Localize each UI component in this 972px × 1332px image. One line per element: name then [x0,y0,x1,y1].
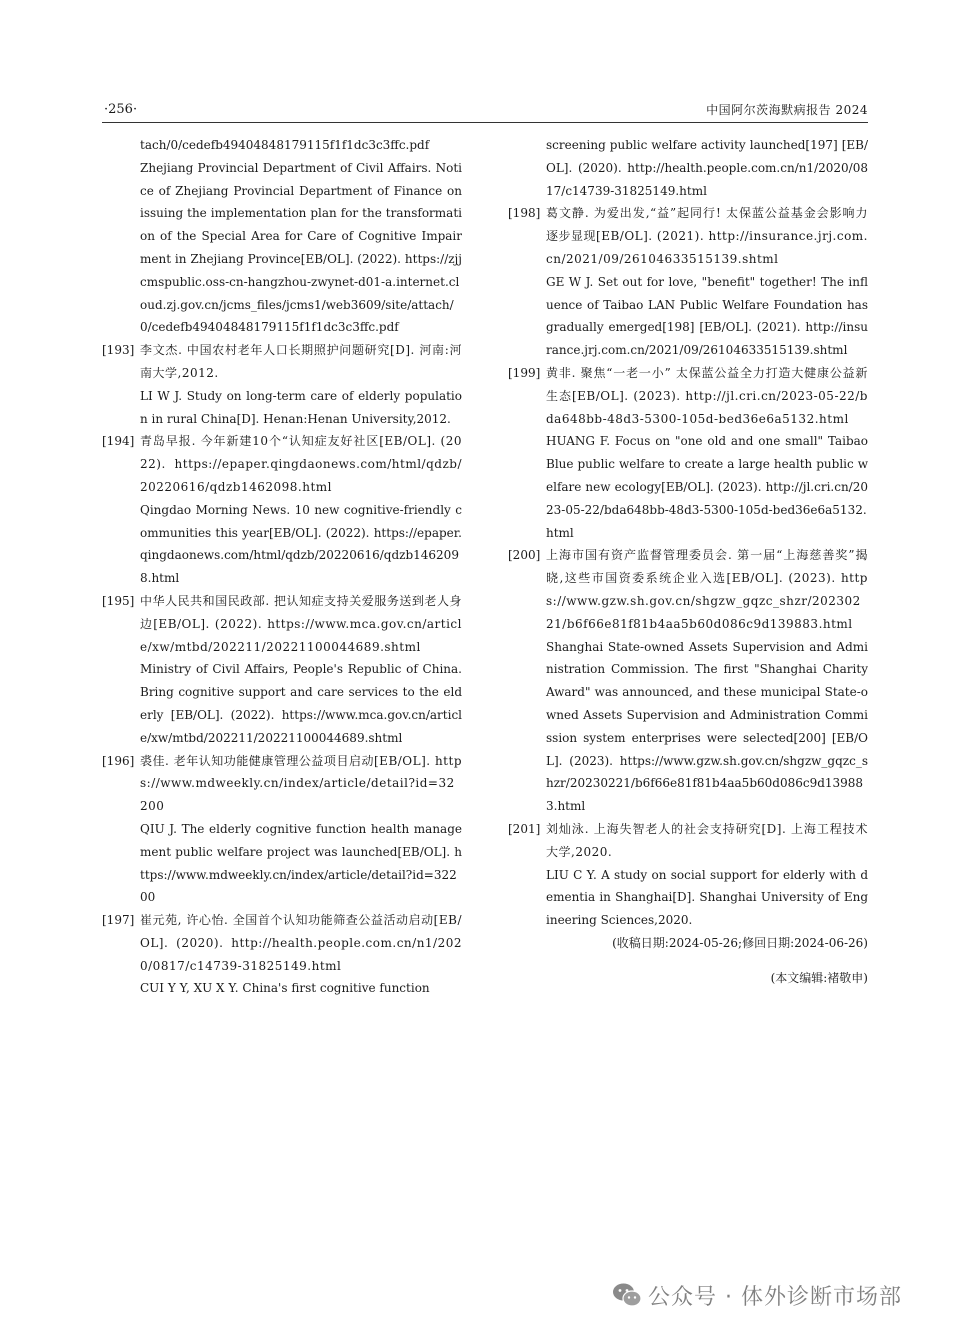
reference-text-en: Ministry of Civil Affairs, People's Republic of China. Bring cognitive support and care services to the elderly [EB/OL]. (2022). https://www.mca.gov.cn/article/xw/mtbd/202211/20221100044689.shtml [140,662,462,745]
reference-number: [195] [102,593,135,608]
reference-continuation-en: Zhejiang Provincial Department of Civil Affairs. Notice of Zhejiang Provincial Department of Finance on issuing the implementation plan for the transformation of the Special Area for Care of Cognitive Impairment in Zhejiang Province[EB/OL]. (2022). https://zjjcmspublic.oss-cn-hangzhou-zwynet-d01-a.internet.cloud.zj.gov.cn/jcms_files/jcms1/web3609/site/attach/0/cedefb49404848179115f1f1dc3c3ffc.pdf [140,160,462,335]
reference-item [508,202,868,362]
reference-item [102,339,462,430]
reference-item [102,430,462,590]
reference-text-zh: 裘佳. 老年认知功能健康管理公益项目启动[EB/OL]. https://www.mdweekly.cn/index/article/detail?id=32200 [140,753,462,814]
reference-number: [197] [102,913,135,928]
watermark-text: 公众号 · 体外诊断市场部 [648,1284,902,1310]
reference-continuation-en: screening public welfare activity launched[197] [EB/OL]. (2020). http://health.people.com.cn/n1/2020/0817/c14739-31825149.html [546,138,868,198]
reference-number: [194] [102,434,135,449]
reference-item [102,909,462,1000]
page-number: ·256· [104,102,138,117]
article-editor: (本文编辑:褚敬申) [770,970,868,985]
reference-number: [199] [508,365,541,380]
reference-text-zh: 刘灿泳. 上海失智老人的社会支持研究[D]. 上海工程技术大学,2020. [546,821,868,859]
wechat-icon [612,1282,642,1308]
journal-title: 中国阿尔茨海默病报告 2024 [706,103,868,117]
reference-item [102,590,462,750]
reference-text-en: HUANG F. Focus on "one old and one small" Taibao Blue public welfare to create a large health public welfare new ecology[EB/OL]. (2023). http://jl.cri.cn/2023-05-22/bda648bb-48d3-5300-105d-bed36e6a5132.html [546,434,868,540]
reference-text-en: LI W J. Study on long-term care of elderly population in rural China[D]. Henan:Henan University,2012. [140,388,462,426]
right-column [508,134,868,1001]
reference-number: [201] [508,821,541,836]
received-revised-dates: (收稿日期:2024-05-26;修回日期:2024-06-26) [612,935,868,950]
reference-text-zh: 李文杰. 中国农村老年人口长期照护问题研究[D]. 河南:河南大学,2012. [140,343,462,380]
reference-number: [193] [102,343,135,358]
reference-continuation: tach/0/cedefb49404848179115f1f1dc3c3ffc.pdf [140,138,430,152]
reference-text-en: CUI Y Y, XU X Y. China's first cognitive function [140,981,430,996]
reference-item [508,544,868,818]
reference-number: [196] [102,753,135,768]
reference-text-en: LIU C Y. A study on social support for elderly with dementia in Shanghai[D]. Shanghai University of Engineering Sciences,2020. [546,867,868,928]
reference-item [508,362,868,544]
reference-text-zh: 上海市国有资产监督管理委员会. 第一届“上海慈善奖”揭晓,这些市国资委系统企业入选[EB/OL]. (2023). https://www.gzw.sh.gov.cn/shgzw_gqzc_shzr/20230221/b6f66e81f81b4aa5b60d086c9d139883.html [546,548,868,631]
page-header [102,100,868,123]
reference-item [508,818,868,932]
reference-text-en: QIU J. The elderly cognitive function health management public welfare project was launched[EB/OL]. https://www.mdweekly.cn/index/article/detail?id=32200 [140,821,462,905]
reference-item [102,750,462,910]
reference-text-zh: 中华人民共和国民政部. 把认知症支持关爱服务送到老人身边[EB/OL]. (2022). https://www.mca.gov.cn/article/xw/mtbd/202211/20221100044689.shtml [140,593,462,654]
reference-text-en: Qingdao Morning News. 10 new cognitive-friendly communities this year[EB/OL]. (2022). https://epaper.qingdaonews.com/html/qdzb/20220616/qdzb1462098.html [140,502,462,586]
reference-text-zh: 葛文静. 为爱出发,“益”起同行! 太保蓝公益基金会影响力逐步显现[EB/OL]. (2021). http://insurance.jrj.com.cn/2021/09/26104633515139.shtml [546,206,868,266]
reference-text-en: GE W J. Set out for love, "benefit" together! The influence of Taibao LAN Public Welfare Foundation has gradually emerged[198] [EB/OL]. (2021). http://insurance.jrj.com.cn/2021/09/26104633515139.shtml [546,274,868,358]
reference-text-zh: 崔元苑, 许心怡. 全国首个认知功能筛查公益活动启动[EB/OL]. (2020). http://health.people.com.cn/n1/2020/0817/c14739-31825149.html [140,913,462,973]
wechat-watermark [612,1278,952,1312]
reference-text-zh: 黄非. 聚焦“一老一小” 太保蓝公益全力打造大健康公益新生态[EB/OL]. (2023). http://jl.cri.cn/2023-05-22/bda648bb-48d3-5300-105d-bed36e6a5132.html [546,365,868,426]
left-column [102,134,462,1000]
reference-number: [200] [508,548,541,563]
reference-text-zh: 青岛早报. 今年新建10个“认知症友好社区[EB/OL]. (2022). https://epaper.qingdaonews.com/html/qdzb/20220616/qdzb1462098.html [140,434,462,494]
reference-number: [198] [508,206,541,221]
reference-text-en: Shanghai State-owned Assets Supervision and Administration Commission. The first "Shanghai Charity Award" was announced, and these municipal State-owned Assets Supervision and Administration Commission system enterprises were selected[200] [EB/OL]. (2023). https://www.gzw.sh.gov.cn/shgzw_gqzc_shzr/20230221/b6f66e81f81b4aa5b60d086c9d139883.html [546,639,868,814]
